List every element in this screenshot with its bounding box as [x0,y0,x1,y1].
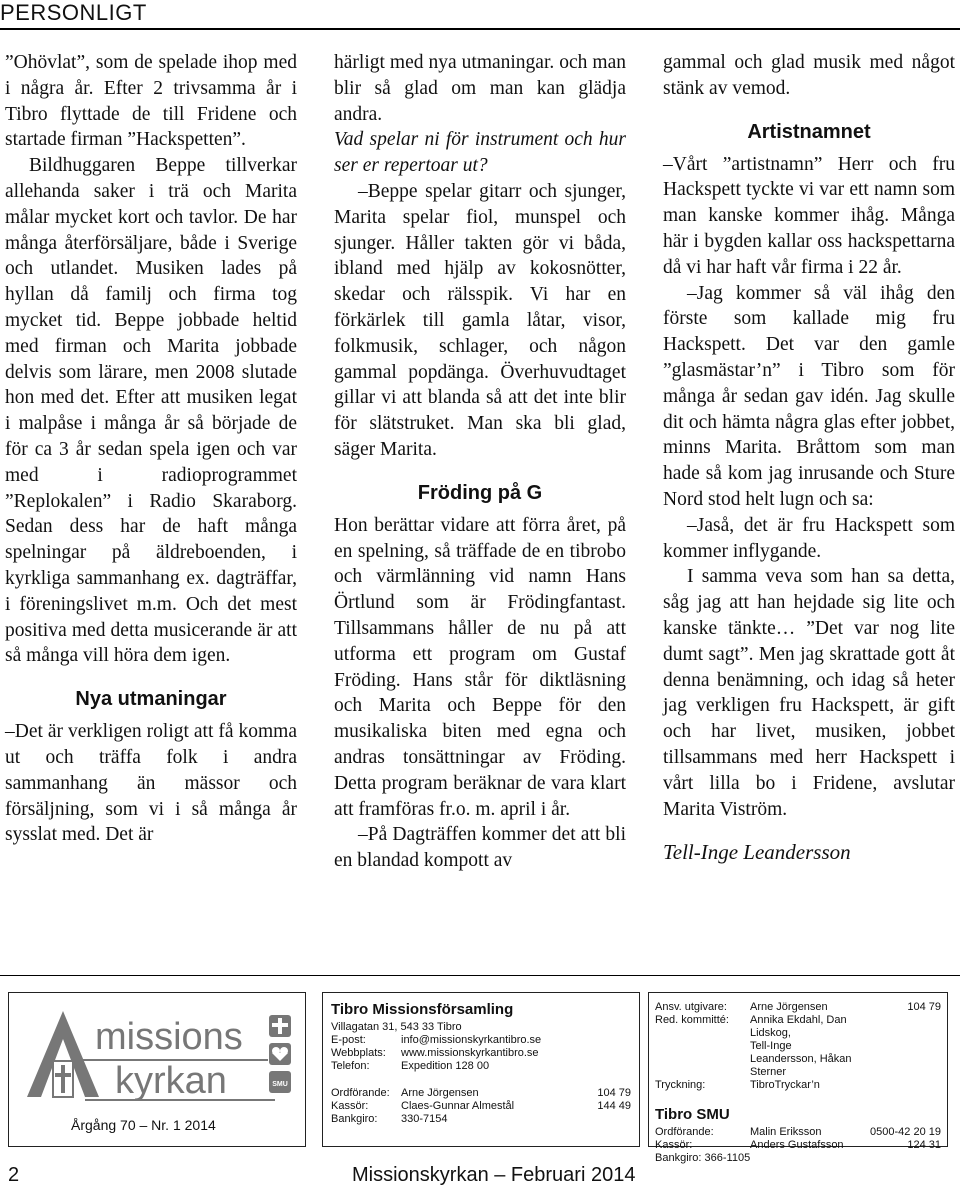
smu-title: Tibro SMU [655,1106,730,1123]
paragraph: härligt med nya utmaningar. och man blir så glad om man kan glädja andra. [334,52,626,125]
info-number: 0500-42 20 19 [870,1126,941,1138]
author-byline: Tell-Inge Leandersson [663,840,851,865]
org-title: Tibro Missionsförsamling [331,1001,514,1018]
info-key: E-post: [331,1034,366,1046]
info-number [551,1113,631,1126]
credits-box [648,992,948,1164]
paragraph: –Jag kommer så väl ihåg den förste som kallade mig fru Hackspett. Det var den gamle ”glasmästar’n” i Tibro som för många år sedan gav idén. Jag skulle dit och hämta några glas efter jobbet, minns Marita. Bråttom som man hade så kom jag inrusande och Sture Nord stod helt lugn och sa: [663,282,955,510]
top-rule [0,28,960,30]
page-number: 2 [8,1164,20,1186]
info-row [655,1001,941,1014]
paragraph: –Beppe spelar gitarr och sjunger, Marita spelar fiol, munspel och sjunger. Håller takten gör vi båda, ibland med hjälp av kokosnötter, skedar och rälsspik. Vi har en förkärlek till gamla låtar, visor, folkmusik, schlager, och någon gammal popdänga. Överhuvudtaget gillar vi att blanda så att det inte blir för slätstruket. Man ska bli glad, säger Marita. [334,180,626,460]
info-value: Malin Eriksson [750,1126,822,1138]
info-value: Annika Ekdahl, Dan Lidskog, [750,1014,847,1039]
info-key: Kassör: [331,1100,369,1112]
info-key: Webbplats: [331,1047,386,1059]
logo-word-missions: missions [95,1016,243,1058]
paragraph: Bildhuggaren Beppe tillverkar allehanda saker i trä och Marita målar mycket kort och tavlor. De har många återförsäljare, både i Sverige och utlandet. Musiken lades på hyllan då familj och firma tog mycket tid. Beppe jobbade heltid med firman och Marita jobbade delvis som lärare, men 2008 slutade hon med det. Efter att musiken legat i malpåse i många år så började de för ca 3 år sedan spela igen och var med i radioprogrammet ”Replokalen” i Radio Skaraborg. Sedan dess har de haft många spelningar på äldreboenden, i kyrkliga sammanhang ex. dagträffar, i föreningslivet m.m. Och det mest positiva med detta musicerande är att så många vill höra dem igen. [5,155,297,667]
info-key: Ansv. utgivare: [655,1001,727,1013]
info-row [331,1100,631,1113]
paragraph: –Jaså, det är fru Hackspett som kommer inflygande. [663,514,955,562]
info-key: Bankgiro: [331,1113,378,1125]
info-number [861,1014,941,1040]
svg-text:SMU: SMU [272,1081,288,1088]
article-column-2 [334,50,626,874]
info-key: Kassör: [655,1139,693,1151]
info-value: Arne Jörgensen [401,1087,479,1099]
subheading: Artistnamnet [747,120,871,143]
info-key: Ordförande: [331,1087,390,1099]
info-value: TibroTryckar’n [750,1079,820,1091]
paragraph: I samma veva som han sa detta, såg jag att han hejdade sig lite och kanske tänkte… ”Det var nog lite dumt sagt”. Men jag skrattade gott åt denna benämning, och idag så heter jag verkligen fru Hackspett, är gift och har livet, musiken, jobbet tillsammans med herr Hackspett i vårt lilla bo i Fridene, avslutar Marita Viström. [663,566,955,820]
paragraph: Hon berättar vidare att förra året, på en spelning, så träffade de en tibrobo och värmlänning vid namn Hans Örtlund som är Frödingfantast. Tillsammans håller de nu på att utforma ett program om Gustaf Fröding. Hans står för diktläsning och Marita och Beppe för den musikaliska biten med egna och andras tonsättningar av Fröding. Detta program beräknar de vara klart att framföras fr.o. m. april i år. [334,514,626,820]
info-row [331,1087,631,1100]
info-value: 330-7154 [401,1113,448,1125]
info-row [655,1079,941,1092]
smu-rows [655,1126,941,1152]
volume-number: Årgång 70 – Nr. 1 2014 [71,1117,216,1133]
info-row [655,1139,941,1152]
credit-rows [655,1001,941,1092]
bottom-rule [0,975,960,976]
org-address: Villagatan 31, 543 33 Tibro [331,1021,462,1033]
missionskyrkan-logo [23,1005,295,1105]
info-number: 104 79 [907,1001,941,1013]
interview-question: Vad spelar ni för instrument och hur ser er repertoar ut? [334,129,626,177]
info-row [655,1126,941,1139]
info-key: Ordförande: [655,1126,714,1138]
info-value: www.missionskyrkantibro.se [401,1047,539,1059]
contact-box [322,992,640,1147]
info-key: Red. kommitté: [655,1014,729,1026]
smu-bankgiro: Bankgiro: 366-1105 [655,1152,751,1164]
contact-rows [331,1034,631,1073]
info-row [331,1060,631,1073]
info-row [331,1034,631,1047]
article-column-3 [663,50,955,866]
info-number [861,1040,941,1079]
info-value: Arne Jörgensen [750,1001,828,1013]
subheading: Fröding på G [417,481,543,504]
info-number [861,1079,941,1092]
info-value: Anders Gustafsson [750,1139,844,1151]
paragraph: –På Dagträffen kommer det att bli en blandad kompott av [334,824,626,872]
logo-word-kyrkan: kyrkan [115,1060,227,1102]
info-row [655,1040,941,1079]
info-value: Tell-Inge Leandersson, Håkan Sterner [750,1040,852,1078]
section-label: PERSONLIGT [0,0,147,25]
info-number: 104 79 [597,1087,631,1099]
paragraph: –Det är verkligen roligt att få komma ut och träffa folk i andra sammanhang än mässor och försäljning, som vi i så många år sysslat med. Det är [5,721,297,846]
info-row [331,1047,631,1060]
paragraph: –Vårt ”artistnamn” Herr och fru Hackspett tyckte vi var ett namn som man kanske kommer ihåg. Många här i bygden kallar oss hackspettarna då vi har haft vår firma i 22 år. [663,153,955,278]
paragraph: gammal och glad musik med något stänk av vemod. [663,52,955,99]
info-value: Expedition 128 00 [401,1060,490,1072]
logo-box [8,992,306,1147]
info-key: Telefon: [331,1060,370,1072]
paragraph: ”Ohövlat”, som de spelade ihop med i några år. Efter 2 trivsamma år i Tibro flyttade de till Fridene och startade firman ”Hackspetten”. [5,52,297,151]
publication-title: Missionskyrkan – Februari 2014 [352,1164,636,1186]
info-number: 124 31 [907,1139,941,1151]
article-column-1 [5,50,297,848]
officer-rows [331,1087,631,1126]
info-value: Claes-Gunnar Almestål [401,1100,515,1112]
info-key [655,1040,750,1079]
info-value: info@missionskyrkantibro.se [401,1034,542,1046]
page-footer [0,1162,960,1190]
info-row [655,1014,941,1040]
info-number: 144 49 [597,1100,631,1112]
subheading: Nya utmaningar [75,688,227,711]
info-row [331,1113,631,1126]
info-key: Tryckning: [655,1079,706,1091]
